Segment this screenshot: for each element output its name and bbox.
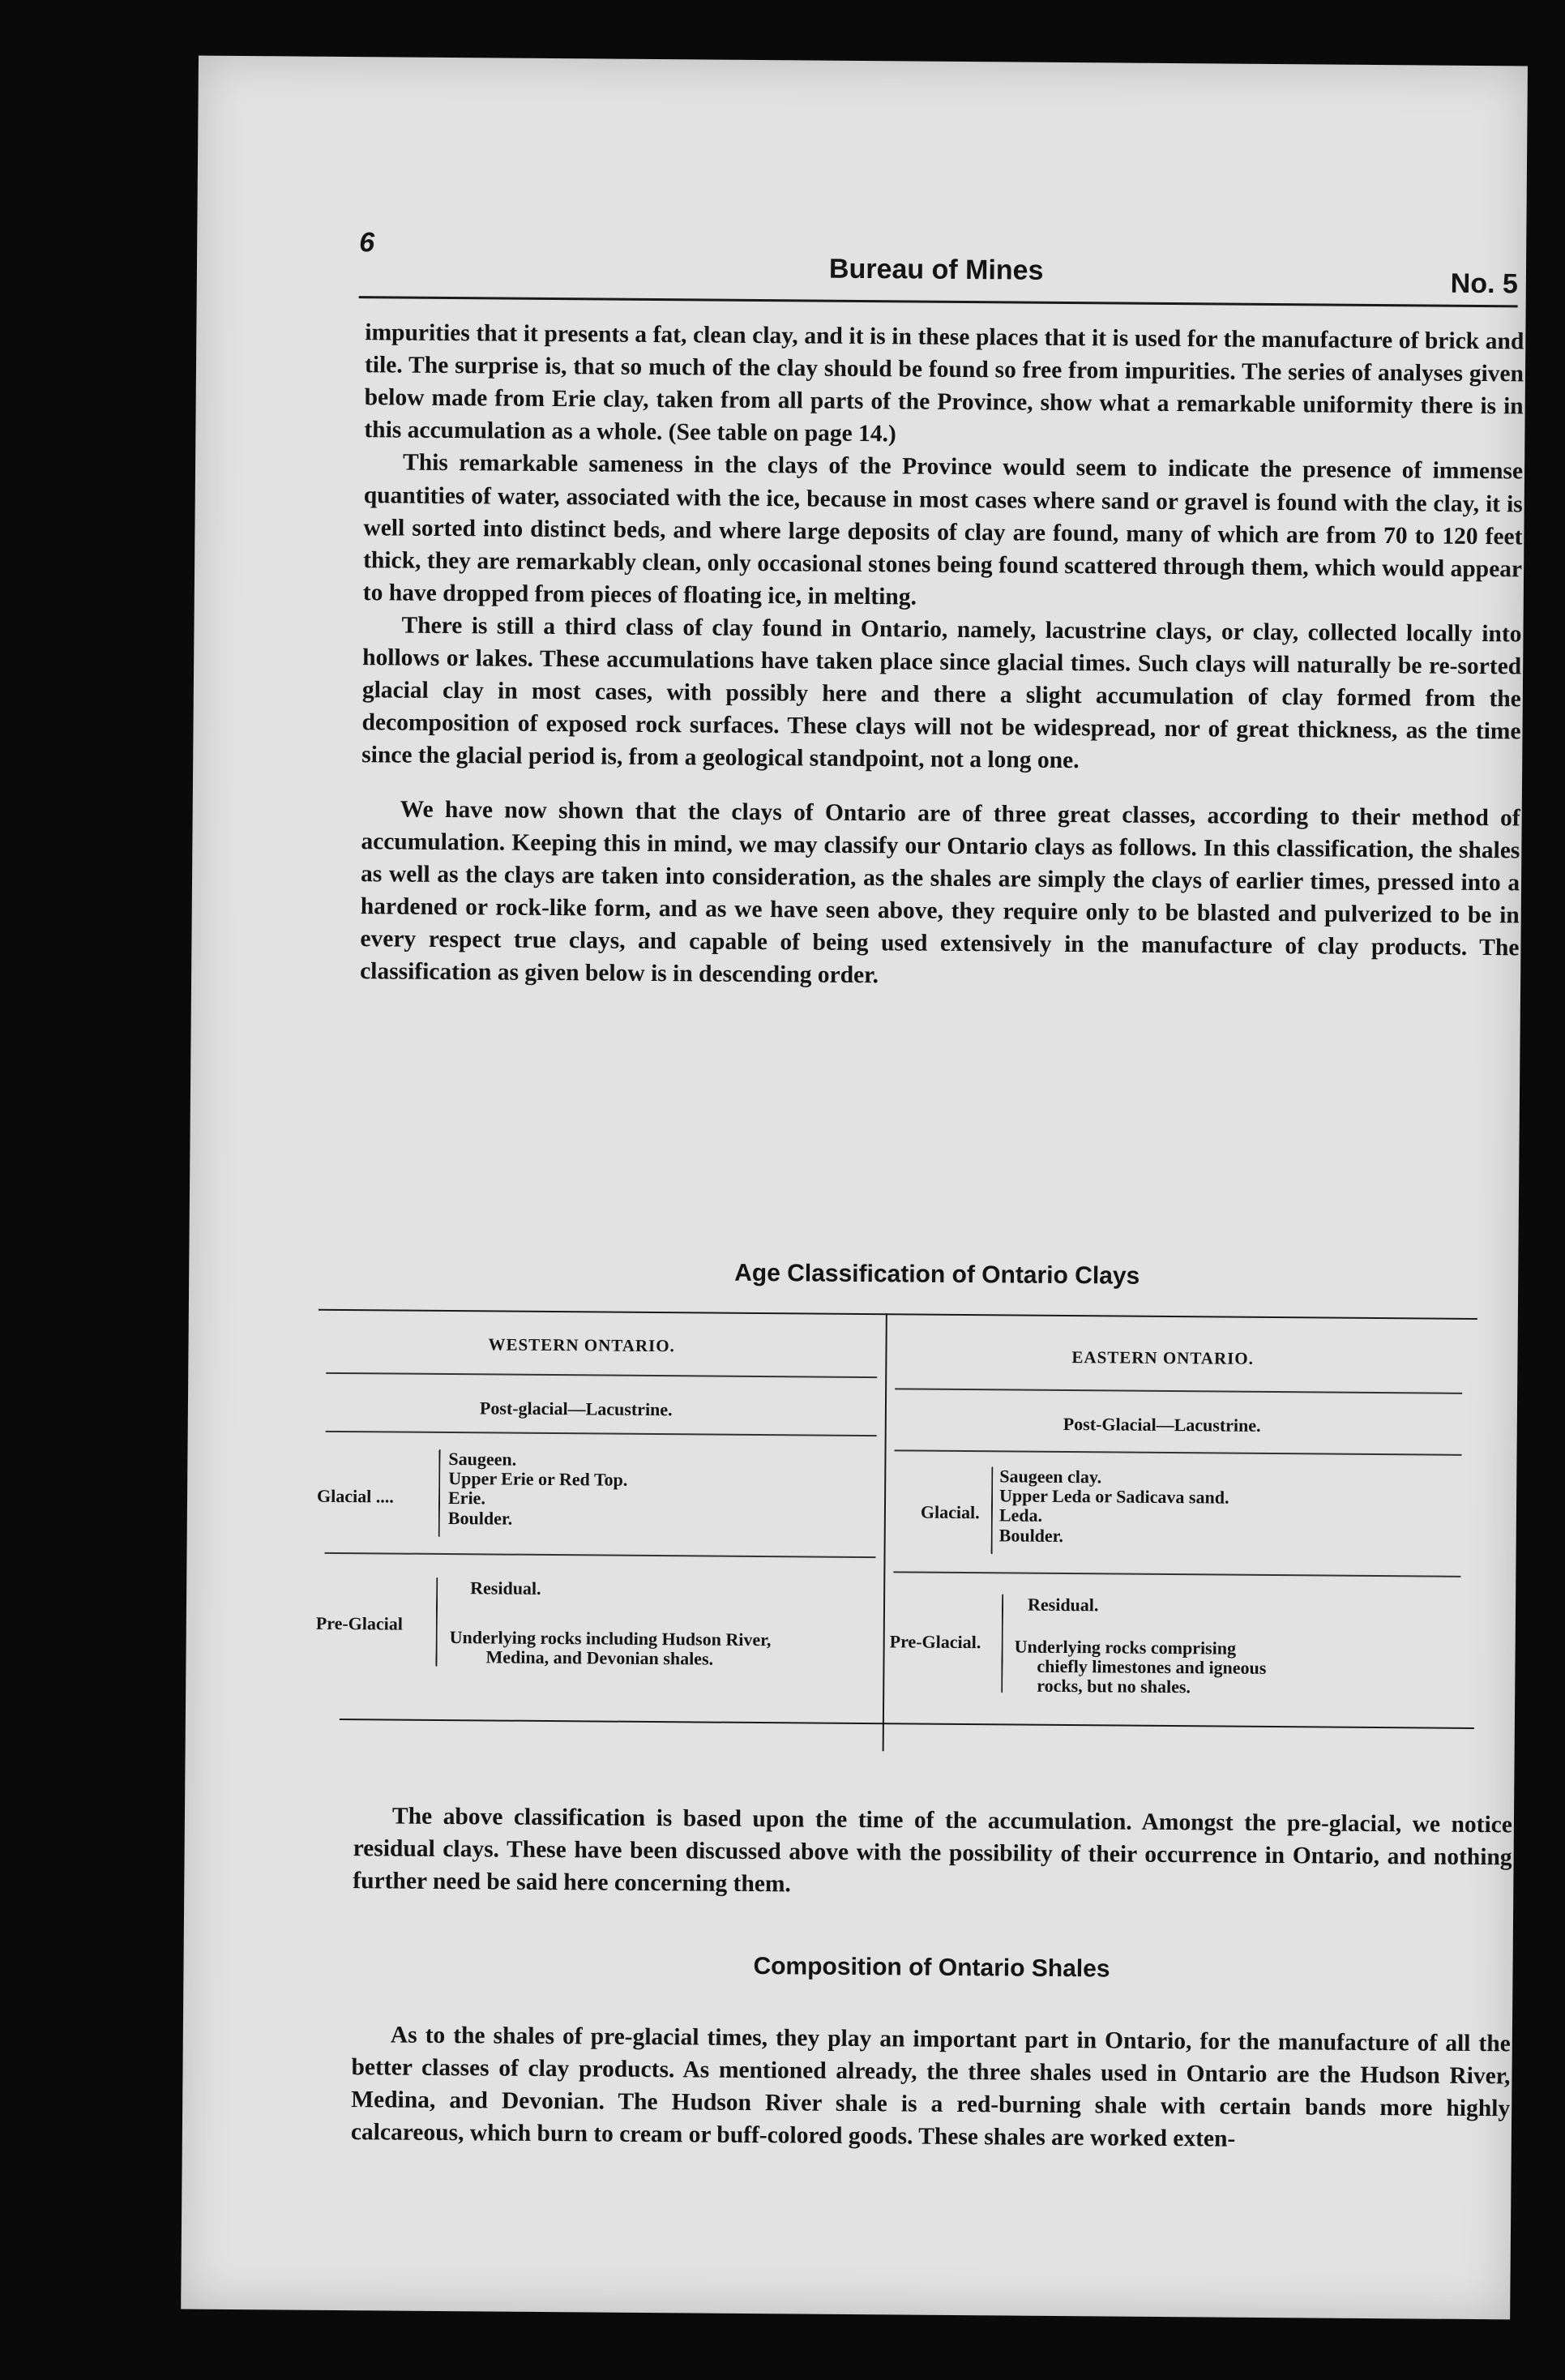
eastern-glacial-label: Glacial. bbox=[920, 1501, 980, 1523]
table-divider bbox=[883, 1313, 887, 1751]
paragraph: We have now shown that the clays of Ontario are of three great classes, according to their method of accumulation. Keeping this in mind, we may classify our Ontario clays as follows. In this classification, the shales as well as the clays are taken into consideration, as the shales are simply the clays of earlier times, pressed into a hardened or rock-like form, and as we have seen above, they require only to be blasted and pulverized to be in every respect true clays, and capable of being used extensively in the manufacture of clay products. The classification as given below is in descending order. bbox=[360, 796, 1520, 989]
western-rule-3 bbox=[325, 1552, 876, 1558]
paragraph: There is still a third class of clay found in Ontario, namely, lacustrine clays, or clay, collected locally into hollows or lakes. These accumulations have taken place since glacial times. Such clays will naturally be re-sorted glacial clay in most cases, with possibly here and there a slight accumulation of clay formed from the decomposition of exposed rock surfaces. These clays will not be widespread, nor of great thickness, as the time since the glacial period is, from a geological standpoint, not a long one. bbox=[361, 612, 1522, 774]
eastern-post-glacial: Post-Glacial—Lacustrine. bbox=[1063, 1413, 1261, 1436]
list-item: Boulder. bbox=[447, 1507, 513, 1529]
paragraph: As to the shales of pre-glacial times, they play an important part in Ontario, for the manufacture of all the better classes of clay products. As mentioned already, the three shales used in Ontario are the Hudson River, Medina, and Devonian. The Hudson River shale is a red-burning shale with certain bands more highly calcareous, which burn to cream or buff-colored goods. These shales are worked exten- bbox=[350, 2022, 1511, 2153]
classification-title: Age Classification of Ontario Clays bbox=[734, 1259, 1140, 1290]
list-item: Underlying rocks comprising bbox=[1014, 1636, 1237, 1659]
paragraph: This remarkable sameness in the clays of the Province would seem to indicate the presence of immense quantities of water, associated with the ice, because in most cases where sand or gravel is found with the clay, it is well sorted into distinct beds, and where large deposits of clay are found, many of which are from 70 to 120 feet thick, they are remarkably clean, only occasional stones being found scattered through them, which would appear to have dropped from pieces of floating ice, in melting. bbox=[362, 449, 1524, 610]
shales-text bbox=[351, 2018, 1511, 2158]
scanned-page bbox=[181, 56, 1528, 2320]
western-rule-2 bbox=[326, 1431, 877, 1436]
list-item: Upper Leda or Sadicava sand. bbox=[999, 1485, 1229, 1508]
western-underlying bbox=[449, 1628, 771, 1669]
western-pre-glacial-brace bbox=[435, 1577, 438, 1667]
eastern-rule-2 bbox=[895, 1449, 1462, 1455]
western-rule-1 bbox=[326, 1372, 877, 1378]
list-item: Saugeen. bbox=[448, 1449, 517, 1470]
western-glacial-label: Glacial .... bbox=[316, 1485, 394, 1507]
eastern-glacial-list bbox=[999, 1466, 1229, 1547]
header-rule bbox=[359, 296, 1518, 307]
list-item: Leda. bbox=[998, 1505, 1043, 1526]
body-text bbox=[360, 316, 1524, 996]
list-item: Saugeen clay. bbox=[999, 1466, 1102, 1488]
page-number: 6 bbox=[359, 227, 375, 259]
list-item: Boulder. bbox=[998, 1524, 1064, 1546]
eastern-rule-3 bbox=[893, 1571, 1460, 1577]
list-item: Upper Erie or Red Top. bbox=[448, 1468, 628, 1490]
western-pre-glacial-label: Pre-Glacial bbox=[315, 1612, 404, 1634]
classification-table bbox=[315, 1309, 1477, 1697]
after-table-text bbox=[353, 1800, 1512, 1907]
western-heading: WESTERN ONTARIO. bbox=[488, 1334, 675, 1356]
paragraph: impurities that it presents a fat, clean clay, and it is in these places that it is used for the manufacture of brick and tile. The surprise is, that so much of the clay should be found so free from impurities. The series of analyses given below made from Erie clay, taken from all parts of the Province, show what a remarkable uniformity there is in this accumulation as a whole. (See table on page 14.) bbox=[364, 319, 1524, 447]
eastern-rule-1 bbox=[895, 1388, 1462, 1393]
list-item: chiefly limestones and igneous bbox=[1037, 1655, 1267, 1679]
eastern-pre-glacial-label: Pre-Glacial. bbox=[889, 1631, 981, 1653]
western-glacial-brace bbox=[438, 1449, 441, 1537]
table-bottom-rule bbox=[340, 1719, 1474, 1729]
shales-title: Composition of Ontario Shales bbox=[753, 1953, 1110, 1983]
list-item: rocks, but no shales. bbox=[1037, 1676, 1191, 1697]
western-glacial-list bbox=[448, 1449, 628, 1529]
eastern-residual: Residual. bbox=[1027, 1594, 1099, 1616]
table-top-rule bbox=[319, 1309, 1477, 1320]
list-item: Medina, and Devonian shales. bbox=[485, 1646, 714, 1669]
western-post-glacial: Post-glacial—Lacustrine. bbox=[479, 1398, 673, 1420]
report-number: No. 5 bbox=[1450, 268, 1519, 300]
western-residual: Residual. bbox=[470, 1577, 541, 1599]
eastern-heading: EASTERN ONTARIO. bbox=[1071, 1347, 1255, 1368]
paragraph: The above classification is based upon the time of the accumulation. Amongst the pre-glacial, we notice residual clays. These have been discussed above with the possibility of their occurrence in Ontario, and nothing further need be said here concerning them. bbox=[353, 1803, 1513, 1898]
eastern-pre-glacial-brace bbox=[1001, 1594, 1003, 1693]
running-title: Bureau of Mines bbox=[828, 253, 1044, 286]
eastern-glacial-brace bbox=[991, 1466, 994, 1554]
list-item: Erie. bbox=[447, 1488, 485, 1509]
eastern-underlying bbox=[1014, 1637, 1267, 1698]
list-item: Underlying rocks including Hudson River, bbox=[449, 1627, 772, 1650]
page-header bbox=[359, 227, 1519, 300]
